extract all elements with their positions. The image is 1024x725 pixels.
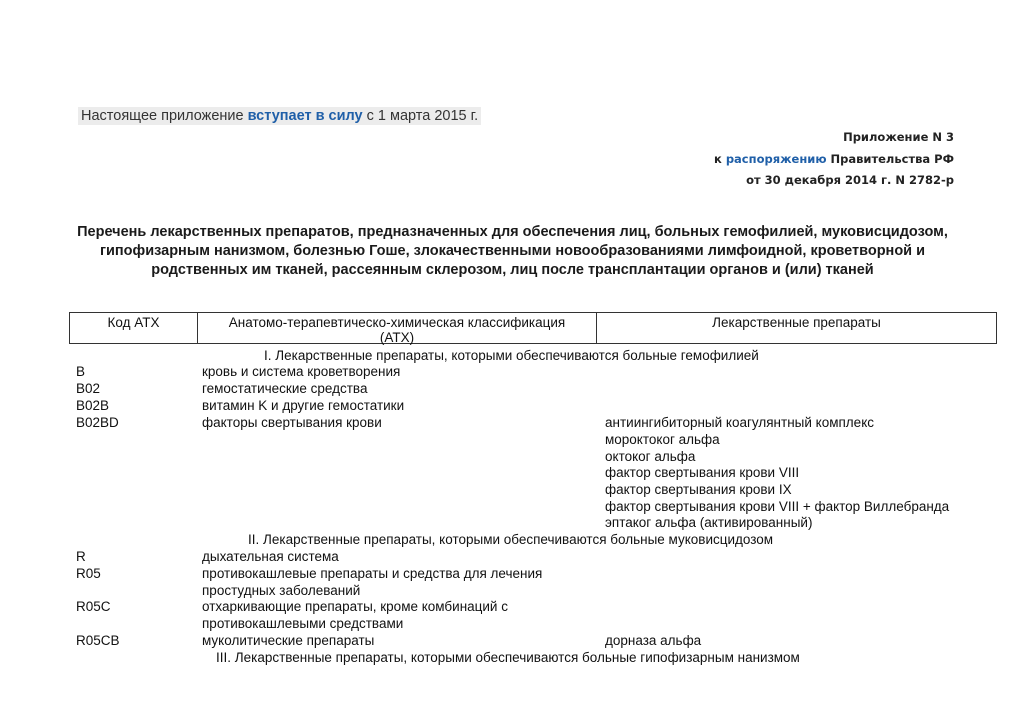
row-class: муколитические препараты (202, 633, 375, 648)
row-class: отхаркивающие препараты, кроме комбинаций с (202, 599, 508, 614)
row-code: B02B (76, 398, 110, 413)
header-drugs: Лекарственные препараты (712, 315, 881, 330)
row-code: R05C (76, 599, 111, 614)
header-code: Код АТХ (70, 313, 198, 343)
drug-item: фактор свертывания крови VIII (605, 465, 800, 480)
drug-item: октоког альфа (605, 449, 696, 464)
row-class: противокашлевыми средствами (202, 616, 404, 631)
drug-item: антиингибиторный коагулянтный комплекс (605, 415, 874, 430)
notice-link[interactable]: вступает в силу (247, 108, 363, 124)
order-link[interactable]: распоряжению (725, 151, 827, 166)
appendix-order-suffix: Правительства РФ (826, 151, 954, 166)
drug-item: фактор свертывания крови IX (605, 482, 792, 497)
row-code: B02 (76, 381, 101, 396)
row-class: гемостатические средства (202, 381, 368, 396)
drug-item: мороктоког альфа (605, 432, 720, 447)
row-class: витамин K и другие гемостатики (202, 398, 405, 413)
row-class: простудных заболеваний (202, 583, 361, 598)
notice-suffix: с 1 марта 2015 г. (362, 108, 479, 124)
row-code: R05CB (76, 633, 120, 648)
row-class: кровь и система кроветворения (202, 364, 401, 379)
title-line-2: гипофизарным нанизмом, болезнью Гоше, злокачественными новообразованиями лимфоидной, кроветворной и (99, 243, 926, 259)
section-heading-1: I. Лекарственные препараты, которыми обеспечиваются больные гемофилией (264, 348, 759, 363)
row-code: R (76, 549, 86, 564)
header-classification-line1: Анатомо-терапевтическо-химическая классификация (228, 315, 566, 330)
row-code: B (76, 364, 86, 379)
title-line-3: родственных им тканей, рассеянным склерозом, лиц после трансплантации органов и (или) тканей (151, 262, 874, 278)
notice-prefix: Настоящее приложение (81, 108, 248, 124)
appendix-number: Приложение N 3 (843, 130, 954, 144)
drug-item: дорназа альфа (605, 633, 702, 648)
row-code: B02BD (76, 415, 119, 430)
header-classification-line2: (АТХ) (379, 330, 415, 345)
appendix-order-prefix: к (714, 151, 726, 166)
appendix-date: от 30 декабря 2014 г. N 2782-р (746, 173, 954, 187)
row-code: R05 (76, 566, 101, 581)
row-class: противокашлевые препараты и средства для лечения (202, 566, 543, 581)
section-heading-2: II. Лекарственные препараты, которыми обеспечиваются больные муковисцидозом (248, 532, 774, 547)
drug-item: эптаког альфа (активированный) (605, 515, 813, 530)
drug-item: фактор свертывания крови VIII + фактор Виллебранда (605, 499, 950, 514)
row-class: факторы свертывания крови (202, 415, 382, 430)
section-heading-3: III. Лекарственные препараты, которыми обеспечиваются больные гипофизарным нанизмом (216, 650, 800, 665)
title-line-1: Перечень лекарственных препаратов, предназначенных для обеспечения лиц, больных гемофилией, муковисцидозом, (77, 224, 948, 240)
row-class: дыхательная система (202, 549, 339, 564)
